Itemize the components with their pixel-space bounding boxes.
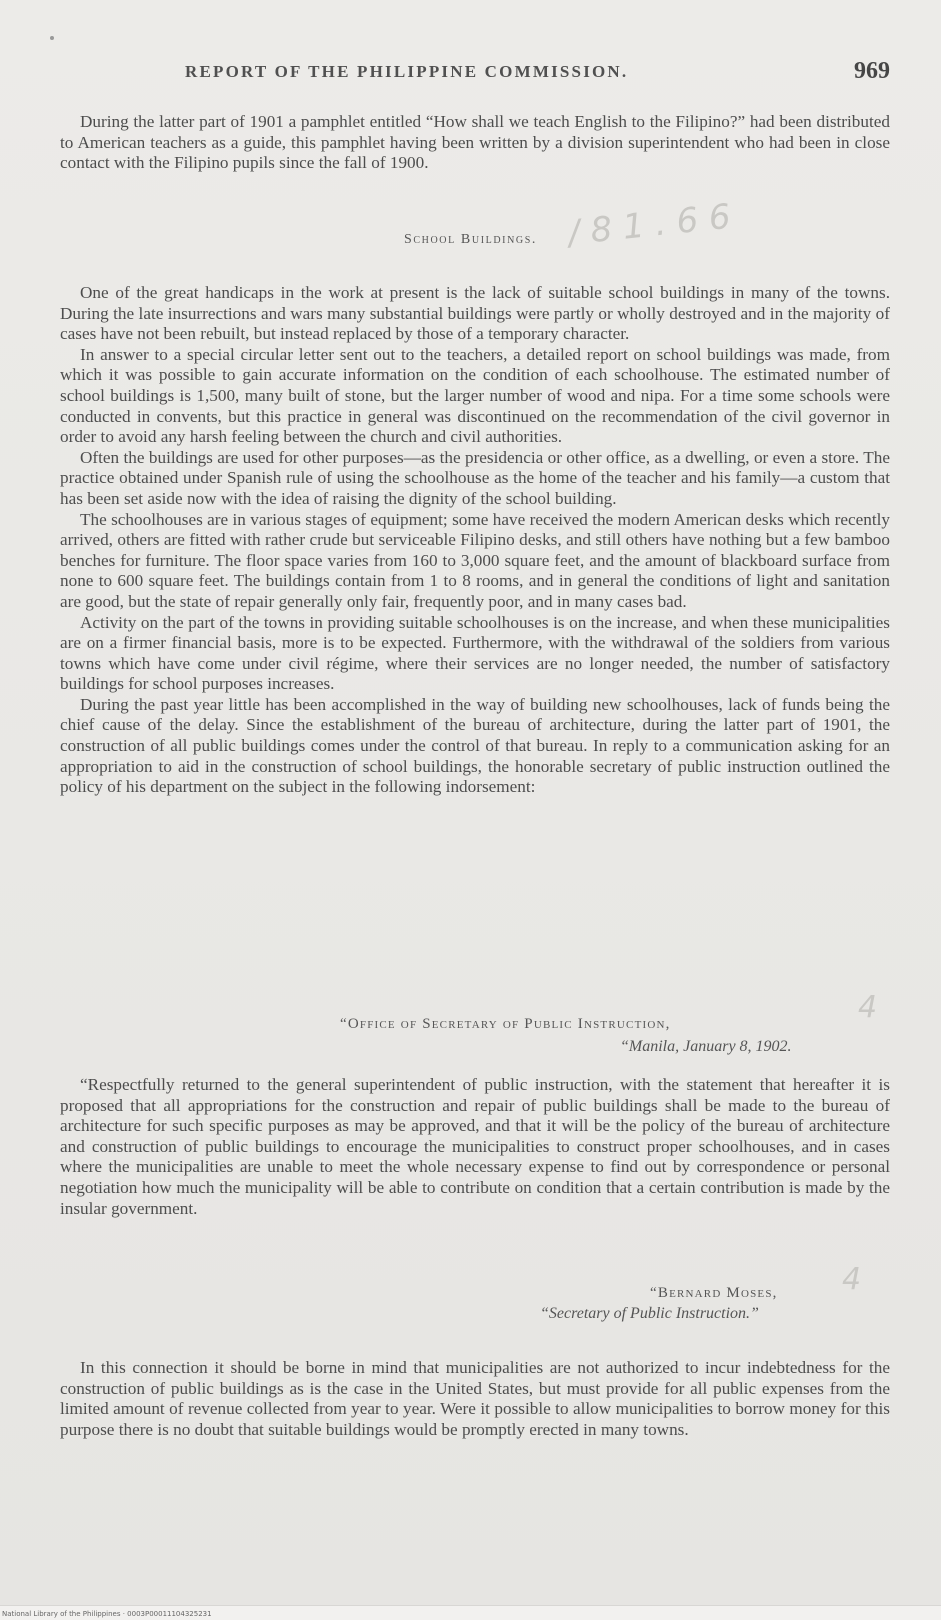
paragraph: In this connection it should be borne in mind that municipalities are not authorized to incur indebtedness for the construction of public buildings as is the case in the United States, but must provide for all public expenses from the limited amount of revenue collected from year to year. Were it possible to allow municipalities to borrow money for this purpose there is no doubt that suitable buildings would be promptly erected in many towns. [60, 1358, 890, 1439]
scan-footer [0, 1605, 941, 1620]
indorsement-office: “Office of Secretary of Public Instruction, [340, 1016, 671, 1032]
paragraph: In answer to a special circular letter sent out to the teachers, a detailed report on school buildings was made, from which it was possible to gain accurate information on the condition of each schoolhouse. The estimated number of school buildings is 1,500, many built of stone, but the larger number of wood and nipa. For a time some schools were conducted in convents, but this practice in general was discontinued on the recommendation of the civil governor in order to avoid any harsh feeling between the church and civil authorities. [60, 344, 890, 447]
indorsement-date: “Manila, January 8, 1902. [620, 1038, 792, 1055]
intro-paragraph-block [60, 112, 890, 174]
paragraph: Often the buildings are used for other purposes—as the presidencia or other office, as a dwelling, or even a store. The practice obtained under Spanish rule of using the schoolhouse as the home of the teacher and his family—a custom that has been set aside now with the idea of raising the dignity of the school building. [60, 447, 890, 508]
running-head: REPORT OF THE PHILIPPINE COMMISSION. [185, 62, 629, 81]
closing-paragraph-block [60, 1358, 890, 1440]
page-number: 969 [854, 58, 890, 84]
indorsement-body-block [60, 1075, 890, 1219]
section-heading: School Buildings. [404, 232, 537, 247]
paragraph: Activity on the part of the towns in providing suitable schoolhouses is on the increase, and when these municipalities are on a firmer financial basis, more is to be expected. Furthermore, with the withdrawal of the soldiers from various towns which have come under civil régime, where their services are no longer needed, the number of satisfactory buildings for school purposes increases. [60, 612, 890, 694]
paragraph: During the latter part of 1901 a pamphlet entitled “How shall we teach English to the Filipino?” had been distributed to American teachers as a guide, this pamphlet having been written by a division superintendent who had been in close contact with the Filipino pupils since the fall of 1900. [60, 112, 890, 173]
pencil-annotation: 4 [858, 990, 878, 1025]
pencil-annotation: 4 [842, 1262, 862, 1297]
paragraph: The schoolhouses are in various stages of equipment; some have received the modern American desks which recently arrived, others are fitted with rather crude but serviceable Filipino desks, and still others have nothing but a few bamboo benches for furniture. The floor space varies from 160 to 3,000 square feet, and the amount of blackboard surface from none to 600 square feet. The buildings contain from 1 to 8 rooms, and in general the conditions of light and sanitation are good, but the state of repair generally only fair, frequently poor, and in many cases bad. [60, 509, 890, 611]
paragraph: “Respectfully returned to the general superintendent of public instruction, with the statement that hereafter it is proposed that all appropriations for the construction and repair of public buildings shall be made to the bureau of architecture for such specific purposes as may be approved, and that it will be the policy of the bureau of architecture and construction of public buildings to encourage the municipalities to construct proper schoolhouses, and in cases where the municipalities are unable to meet the whole necessary expense to find out by correspondence or personal negotiation how much the municipality will be able to contribute on condition that a certain contribution is made by the insular government. [60, 1075, 890, 1218]
footer-text: National Library of the Philippines · 0003P00011104325231 [2, 1610, 212, 1618]
main-text-block [60, 283, 890, 798]
signature-title: “Secretary of Public Instruction.” [540, 1305, 759, 1322]
paragraph: One of the great handicaps in the work at present is the lack of suitable school buildings in many of the towns. During the late insurrections and wars many substantial buildings were partly or wholly destroyed and in the majority of cases have not been rebuilt, but instead replaced by those of a temporary character. [60, 283, 890, 344]
page-header [60, 58, 890, 88]
scan-speck [50, 36, 54, 40]
signature-name: “Bernard Moses, [650, 1285, 778, 1301]
pencil-annotation: / 8 1 . 6 6 [566, 196, 733, 254]
paragraph: During the past year little has been accomplished in the way of building new schoolhouses, lack of funds being the chief cause of the delay. Since the establishment of the bureau of architecture, during the latter part of 1901, the construction of all public buildings comes under the control of that bureau. In reply to a communication asking for an appropriation to aid in the construction of school buildings, the honorable secretary of public instruction outlined the policy of his department on the subject in the following indorsement: [60, 694, 890, 797]
